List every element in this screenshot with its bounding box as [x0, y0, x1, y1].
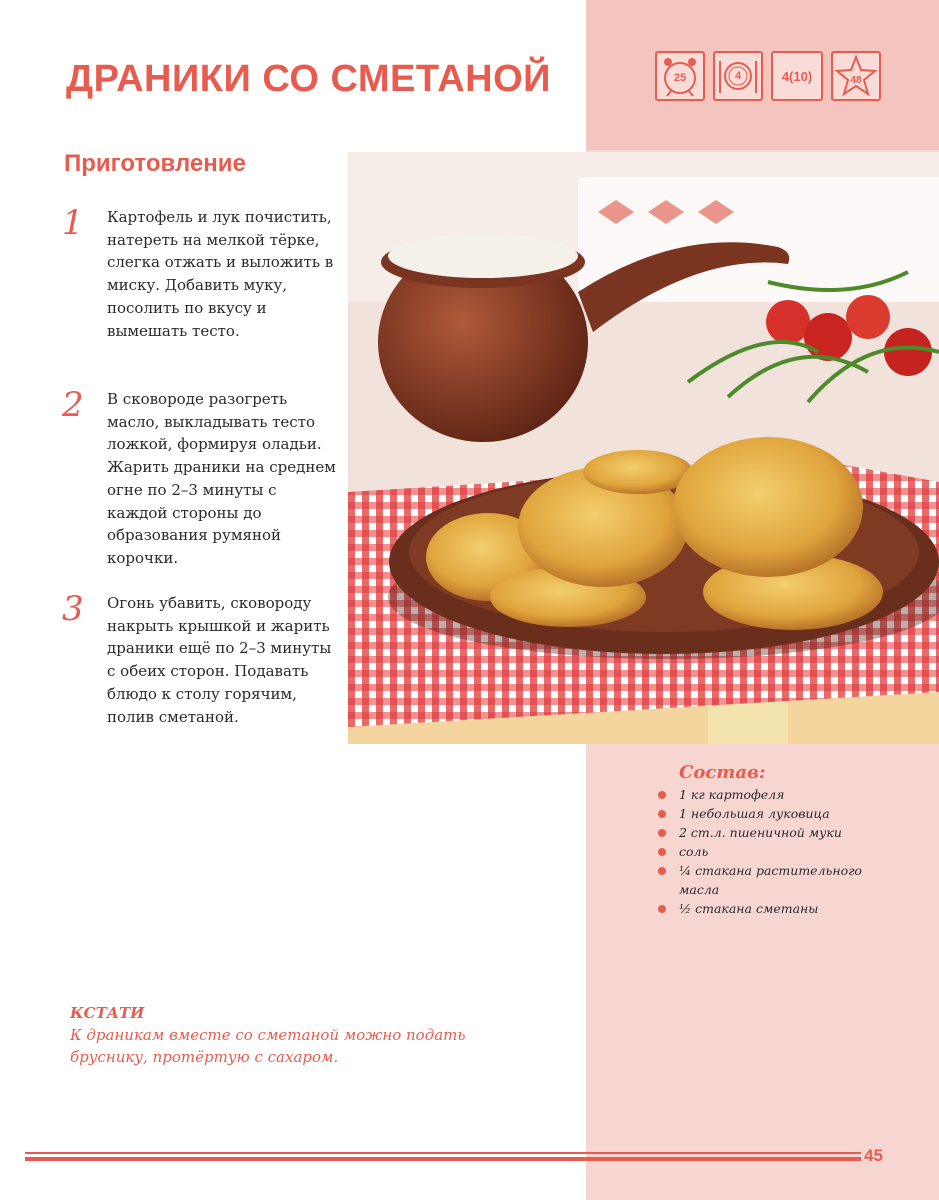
servings-value: 4(10) [781, 68, 813, 84]
page-number: 45 [864, 1146, 883, 1165]
tip-heading: КСТАТИ [70, 1004, 145, 1022]
step-text: Картофель и лук почистить, натереть на мелкой тёрке, слегка отжать и выложить в миску. Добавить муку, посолить по вкусу и вымешать тесто. [107, 208, 334, 340]
tip-text: К драникам вместе со сметаной можно подать бруснику, протёртую с сахаром. [70, 1026, 466, 1066]
step-text: В сковороде разогреть масло, выкладывать тесто ложкой, формируя оладьи. Жарить драники на среднем огне по 2–3 минуты с каждой стороны до образования румяной корочки. [107, 390, 336, 567]
preparation-heading: Приготовление [64, 150, 246, 177]
footer-line-thin [25, 1152, 861, 1154]
list-item: ½ стакана сметаны [655, 899, 915, 918]
calories-badge [831, 51, 881, 101]
step-number: 2 [62, 385, 84, 425]
ingredients-block [655, 762, 915, 918]
step-number: 3 [62, 589, 84, 629]
list-item: соль [655, 842, 915, 861]
footer-rule [25, 1152, 861, 1164]
step-number: 1 [62, 203, 84, 243]
footer-line-thick [25, 1157, 861, 1161]
list-item: 2 ст.л. пшеничной муки [655, 823, 915, 842]
food-photo [348, 152, 939, 744]
cooking-time-badge [655, 51, 705, 101]
list-item: ¼ стакана растительного масла [655, 861, 879, 899]
ingredients-list [655, 785, 915, 918]
list-item: 1 небольшая луковица [655, 804, 915, 823]
difficulty-badge [713, 51, 763, 101]
cooking-time-value: 25 [673, 72, 687, 84]
ingredients-heading: Состав: [679, 762, 766, 783]
step-text: Огонь убавить, сковороду накрыть крышкой и жарить драники ещё по 2–3 минуты с обеих сторон. Подавать блюдо к столу горячим, полив сметаной. [107, 594, 332, 726]
recipe-title: ДРАНИКИ СО СМЕТАНОЙ [66, 58, 551, 100]
difficulty-value: 4 [734, 70, 742, 82]
servings-badge [771, 51, 823, 101]
calories-value: 48 [850, 74, 862, 86]
tip-block [70, 1004, 500, 1068]
recipe-info-badges [655, 51, 881, 101]
list-item: 1 кг картофеля [655, 785, 915, 804]
